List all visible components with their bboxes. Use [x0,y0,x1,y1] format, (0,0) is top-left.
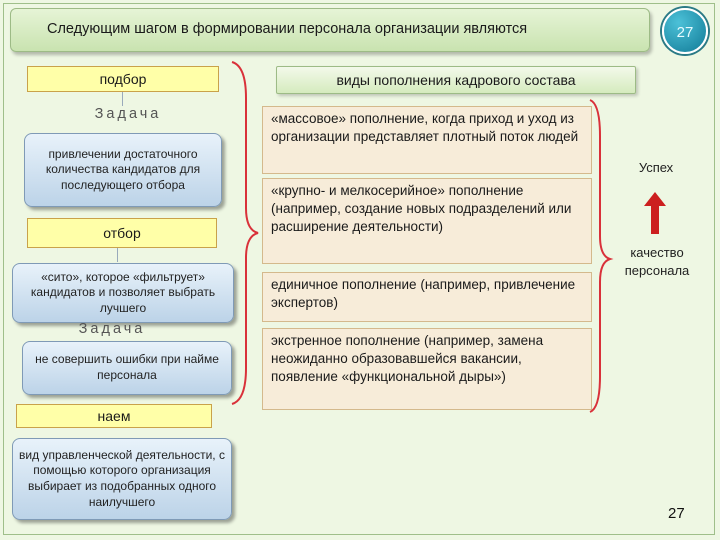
success-label: Успех [638,160,674,175]
center-item-3: единичное пополнение (например, привлечение экспертов) [262,272,592,322]
center-item-1: «массовое» пополнение, когда приход и уход из организации представляет плотный поток людей [262,106,592,174]
screening-desc-box: «сито», которое «фильтрует» кандидатов и позволяет выбрать лучшего [12,263,234,323]
task-label-1: Задача [94,106,162,122]
selection-task-box: привлечении достаточного количества кандидатов для последующего отбора [24,133,222,207]
screening-task-box: не совершить ошибки при найме персонала [22,341,232,395]
arrow-up-icon [640,188,670,236]
slide-number-badge: 27 [662,8,708,54]
quality-label: качество персонала [624,245,690,278]
connector-line [117,248,118,262]
footer-slide-number: 27 [668,505,685,522]
center-item-2: «крупно- и мелкосерийное» пополнение (например, создание новых подразделений или расширение деятельности) [262,178,592,264]
left-brace-icon [228,58,264,408]
connector-line [122,92,123,106]
selection-box: подбор [27,66,219,92]
hiring-box: наем [16,404,212,428]
center-header: виды пополнения кадрового состава [276,66,636,94]
center-item-4: экстренное пополнение (например, замена неожиданно образовавшейся вакансии, появление «функциональной дыры») [262,328,592,410]
hiring-desc-box: вид управленческой деятельности, с помощью которого организация выбирает из подобранных одного наилучшего [12,438,232,520]
slide-title: Следующим шагом в формировании персонала организации являются [10,8,650,52]
task-label-2: Задача [78,321,146,337]
screening-box: отбор [27,218,217,248]
